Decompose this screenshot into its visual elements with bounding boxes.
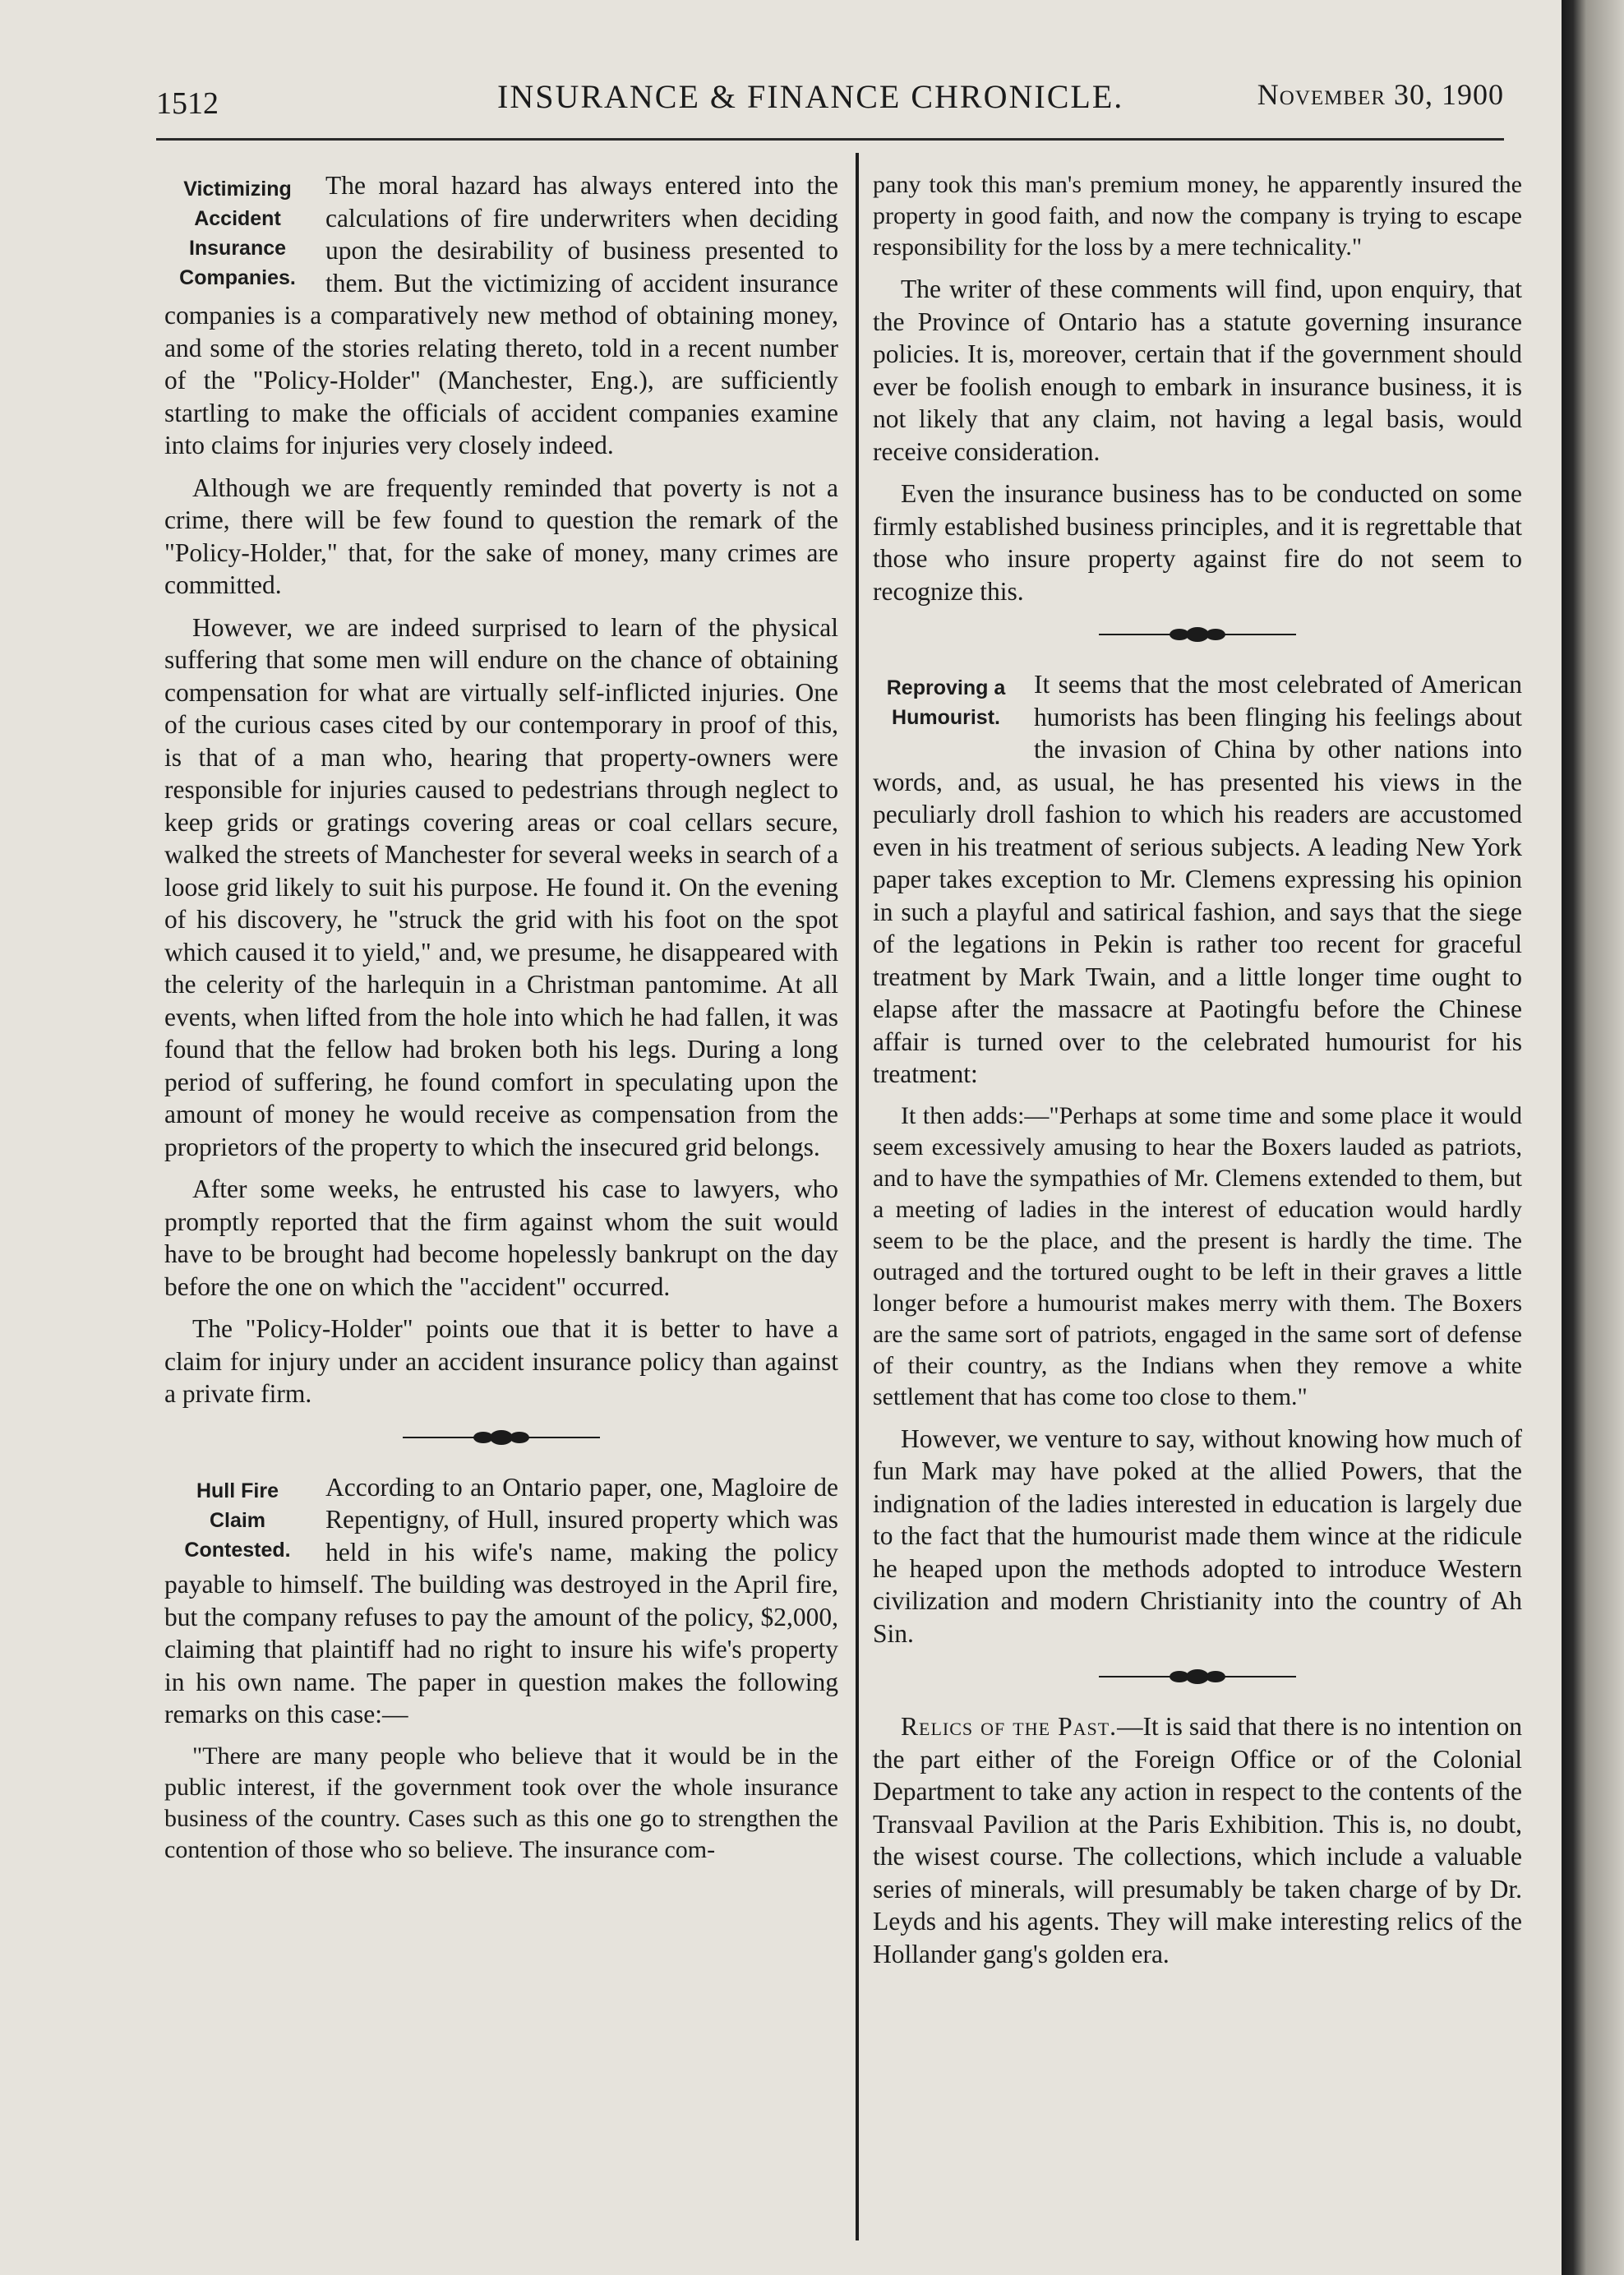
section-divider-ornament (403, 1428, 600, 1447)
quoted-passage-continued (873, 169, 1522, 263)
paragraph: The "Policy-Holder" points oue that it is better to have a claim for injury under an accident insurance policy than against a private firm. (164, 1314, 838, 1408)
paragraph: Even the insurance business has to be conducted on some firmly established business principles, and it is regrettable that those who insure property against fire do not seem to recognize this. (873, 479, 1522, 606)
paragraph: It then adds:—"Perhaps at some time and some place it would seem excessively amusing to hear the Boxers lauded as patriots, and to have the sympathies of Mr. Clemens extended to them, but a meeting of ladies in the interest of education would hardly seem to be the place, and the present is hardly the time. The outraged and the tortured ought to be left in their graves a little longer before a humourist makes merry with them. The Boxers are the same sort of patriots, engaged in the same sort of defense of their country, as the Indians when they remove a white settlement that has come too close to them." (873, 1101, 1522, 1410)
section-heading-reproving: Reproving a Humourist. (886, 676, 1006, 729)
relics-lead: Relics of the Past. (901, 1712, 1118, 1741)
section-divider-ornament (1099, 1668, 1296, 1686)
quoted-passage (164, 1741, 838, 1866)
section-divider-ornament (1099, 625, 1296, 644)
page-header (156, 74, 1504, 123)
paragraph: The moral hazard has always entered into the calculations of fire underwriters when deciding upon the desirability of business presented to them. But the victimizing of accident insurance companies is a comparatively new method of obtaining money, and some of the stories relating thereto, told in a recent number of the "Policy-Holder" (Manchester, Eng.), are sufficiently startling to make the officials of accident companies examine into claims for injuries very closely indeed. (164, 171, 838, 459)
page-spine-edge (1562, 0, 1624, 2275)
left-column (164, 169, 838, 1876)
paragraph: The writer of these comments will find, upon enquiry, that the Province of Ontario has a statute governing insurance policies. It is, moreover, certain that if the government should ever be foolish enough to embark in insurance business, it is not likely that any claim, not having a legal basis, would receive consideration. (873, 275, 1522, 466)
paragraph: However, we are indeed surprised to learn of the physical suffering that some men will endure on the chance of obtaining compensation for what are virtually self-inflicted injuries. One of the curious cases cited by our contemporary in proof of this, is that of a man who, hearing that property-owners were responsible for injuries caused to pedestrians through neglect to keep grids or gratings covering areas or coal cellars secure, walked the streets of Manchester for several weeks in search of a loose grid likely to suit his purpose. He found it. On the evening of his discovery, he "struck the grid with his foot on the spot which caused it to yield," and, we presume, he disappeared with the celerity of the harlequin in a Christman pantomime. At all events, when lifted from the hole into which he had fallen, it was found that the fellow had broken both his legs. During a long period of suffering, he found comfort in speculating upon the amount of money he would receive as compensation from the proprietors of the property to which the insecured grid belongs. (164, 612, 838, 1161)
relics-paragraph (873, 1710, 1522, 1970)
paragraph: pany took this man's premium money, he apparently insured the property in good faith, and now the company is trying to escape responsibility for the loss by a mere technicality." (873, 171, 1522, 261)
paragraph: According to an Ontario paper, one, Magloire de Repentigny, of Hull, insured property which was held in his wife's name, making the policy payable to himself. The building was destroyed in the April fire, but the company refuses to pay the amount of the policy, $2,000, claiming that plaintiff had no right to insure his wife's property in his own name. The paper in question makes the following remarks on this case:— (164, 1472, 838, 1728)
issue-date: November 30, 1900 (1257, 78, 1504, 111)
page-number: 1512 (156, 86, 219, 121)
paragraph: After some weeks, he entrusted his case to lawyers, who promptly reported that the firm against whom the suit would have to be brought had become hopelessly bankrupt on the day before the one on which the "accident" occurred. (164, 1174, 838, 1301)
section-heading-hull-fire: Hull Fire Claim Contested. (184, 1479, 291, 1562)
quoted-passage (873, 1101, 1522, 1413)
column-divider (856, 153, 859, 2240)
paragraph: "There are many people who believe that it would be in the public interest, if the government took over the whole insurance business of the country. Cases such as this one go to strengthen the contention of those who so believe. The insurance com- (164, 1742, 838, 1863)
right-column (873, 169, 1522, 1980)
section-heading-victimizing: Victimizing Accident Insurance Companies. (179, 178, 296, 289)
publication-title: INSURANCE & FINANCE CHRONICLE. (497, 78, 1124, 115)
paragraph: It seems that the most celebrated of American humorists has been flinging his feelings about the invasion of China by other nations into words, and, as usual, he has presented his views in the peculiarly droll fashion to which his readers are accustomed even in his treatment of serious subjects. A leading New York paper takes exception to Mr. Clemens expressing his opinion in such a playful and satirical fashion, and says that the siege of the legations in Pekin is rather too recent for graceful treatment by Mark Twain, and a little longer time ought to elapse after the massacre at Paotingfu before the Chinese affair is turned over to the celebrated humourist for his treatment: (873, 670, 1522, 1088)
paragraph: However, we venture to say, without knowing how much of fun Mark may have poked at the allied Powers, that the indignation of the ladies interested in education is largely due to the fact that the humourist made them wince at the ridicule he heaped upon the methods adopted to introduce Western civilization and modern Christianity into the country of Ah Sin. (873, 1424, 1522, 1648)
paragraph: Although we are frequently reminded that poverty is not a crime, there will be few found to question the remark of the "Policy-Holder," that, for the sake of money, many crimes are committed. (164, 473, 838, 599)
header-rule (156, 138, 1504, 141)
relics-body: —It is said that there is no intention on the part either of the Foreign Office or of the Colonial Department to take any action in respect to the contents of the Transvaal Pavilion at the Paris Exhibition. This is, no doubt, the wisest course. The collections, which include a valuable series of minerals, will presumably be taken charge of by Dr. Leyds and his agents. They will make interesting relics of the Hollander gang's golden era. (873, 1712, 1522, 1968)
